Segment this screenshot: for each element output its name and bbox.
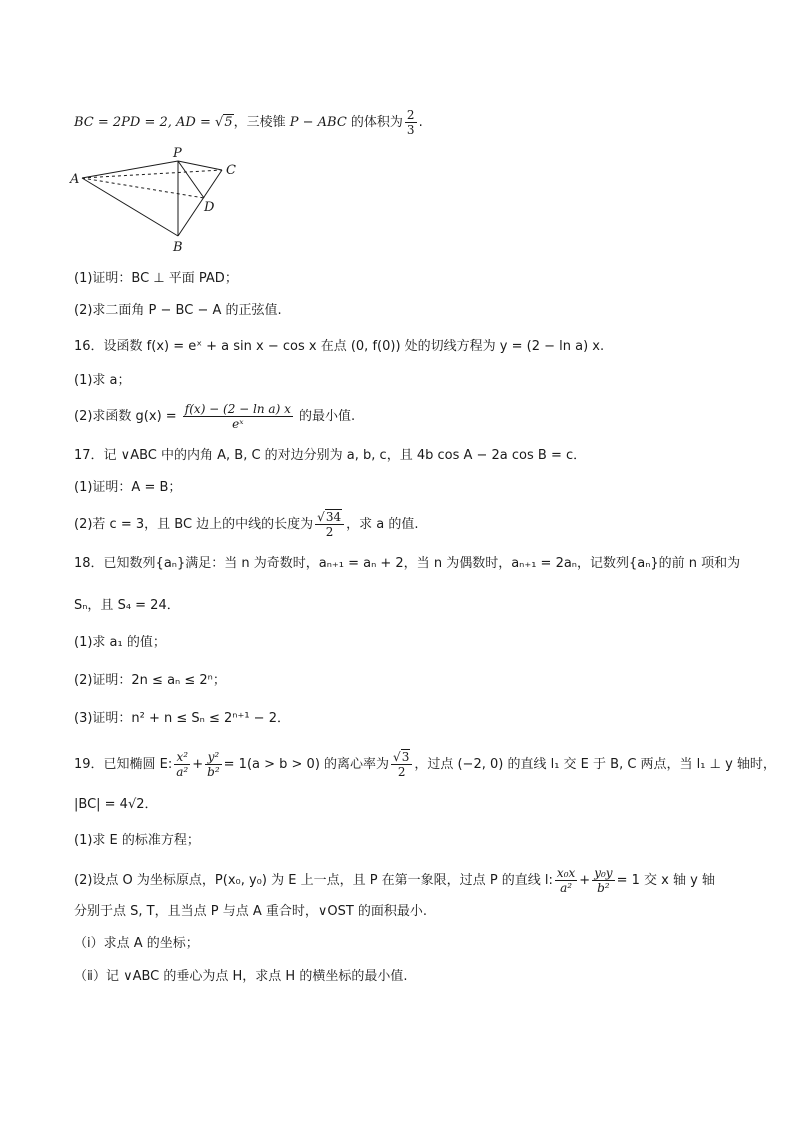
label-B: B bbox=[173, 240, 183, 253]
q19-part2: (2)设点 O 为坐标原点，P(x₀, y₀) 为 E 上一点，且 P 在第一象限，过点 P 的直线 l: $\frac{\text{x₀x}}{\text{a²}}$ + $\frac{\text{y₀y}}{\text{b²}}$ = 1 交 x 轴 y 轴 bbox=[74, 866, 715, 895]
q19-stem: 19．已知椭圆 E: $\frac{\text{x²}}{\text{a²}}$ + $\frac{\text{y²}}{\text{b²}}$ = 1(a > b > 0) 的离心率为 $\frac{√3}{2}$ ，过点 (−2, 0) 的直线 l₁ 交 E 于 B, C 两点，当 l₁ ⊥ y 轴时， bbox=[74, 750, 776, 779]
edge-AB bbox=[82, 178, 178, 236]
q16-part2: (2)求函数 g(x) = $\frac{\text{f(x) − (2 − ln a) x}}{\text{eˣ}}$ 的最小值. bbox=[74, 402, 356, 431]
eccentricity-fraction: $\frac{√3}{2}$ bbox=[391, 750, 412, 779]
sqrt-5: √5 bbox=[215, 115, 233, 130]
q18-part1: (1)求 a₁ 的值； bbox=[74, 635, 166, 650]
edge-AD bbox=[82, 178, 204, 198]
q19-stem-line2: |BC| = 4√2． bbox=[74, 797, 158, 812]
q16-part1: (1)求 a； bbox=[74, 373, 131, 388]
edge-CB bbox=[178, 170, 222, 236]
label-C: C bbox=[226, 163, 236, 178]
label-D: D bbox=[204, 200, 215, 215]
q15-given-mid: ，三棱锥 bbox=[233, 115, 290, 130]
q15-part2: (2)求二面角 P − BC − A 的正弦值. bbox=[74, 303, 282, 318]
line-y-term: $\frac{\text{y₀y}}{\text{b²}}$ bbox=[594, 866, 613, 895]
ellipse-y-term: $\frac{\text{y²}}{\text{b²}}$ bbox=[207, 750, 220, 779]
q15-pyramid: P − ABC bbox=[289, 115, 347, 130]
q16-g-fraction: $\frac{\text{f(x) − (2 − ln a) x}}{\text{eˣ}}$ bbox=[184, 402, 291, 431]
q19-part1: (1)求 E 的标准方程； bbox=[74, 833, 200, 848]
q17-median-fraction: $\frac{√34}{2}$ bbox=[315, 510, 344, 539]
edge-PD bbox=[178, 161, 204, 198]
q19-sub-ii: （ⅱ）记 ∨ABC 的垂心为点 H，求点 H 的横坐标的最小值. bbox=[74, 969, 408, 984]
q15-given-line: BC = 2PD = 2, AD = √5，三棱锥 P − ABC 的体积为 $\frac{2}{3}$ . bbox=[74, 108, 423, 137]
q19-sub-i: （ⅰ）求点 A 的坐标； bbox=[74, 936, 199, 951]
q18-stem-line2: Sₙ，且 S₄ = 24． bbox=[74, 598, 180, 613]
label-A: A bbox=[70, 172, 80, 187]
label-P: P bbox=[173, 146, 182, 161]
q18-stem-line1: 18．已知数列{aₙ}满足：当 n 为奇数时，aₙ₊₁ = aₙ + 2，当 n 为偶数时，aₙ₊₁ = 2aₙ，记数列{aₙ}的前 n 项和为 bbox=[74, 556, 741, 571]
q15-volume-fraction: $\frac{2}{3}$ bbox=[406, 108, 415, 137]
q19-part2-line2: 分别于点 S, T，且当点 P 与点 A 重合时，∨OST 的面积最小. bbox=[74, 904, 428, 919]
q18-part3: (3)证明：n² + n ≤ Sₙ ≤ 2ⁿ⁺¹ − 2． bbox=[74, 711, 290, 726]
q15-given-prefix: BC = 2PD = 2, AD = bbox=[74, 115, 216, 130]
q16-stem: 16．设函数 f(x) = eˣ + a sin x − cos x 在点 (0, f(0)) 处的切线方程为 y = (2 − ln a) x. bbox=[74, 339, 605, 354]
q15-given-suffix: 的体积为 bbox=[346, 115, 403, 130]
ellipse-x-term: $\frac{\text{x²}}{\text{a²}}$ bbox=[176, 750, 189, 779]
q15-part1: (1)证明：BC ⊥ 平面 PAD； bbox=[74, 271, 238, 286]
q17-stem: 17．记 ∨ABC 中的内角 A, B, C 的对边分别为 a, b, c，且 4b cos A − 2a cos B = c． bbox=[74, 448, 587, 463]
line-x-term: $\frac{\text{x₀x}}{\text{a²}}$ bbox=[556, 866, 576, 895]
q17-part1: (1)证明：A = B； bbox=[74, 480, 182, 495]
q17-part2: (2)若 c = 3，且 BC 边上的中线的长度为 $\frac{√34}{2}$ ，求 a 的值. bbox=[74, 510, 419, 539]
edge-PC bbox=[178, 161, 222, 170]
q18-part2: (2)证明：2n ≤ aₙ ≤ 2ⁿ； bbox=[74, 673, 226, 688]
pyramid-figure bbox=[68, 143, 248, 253]
